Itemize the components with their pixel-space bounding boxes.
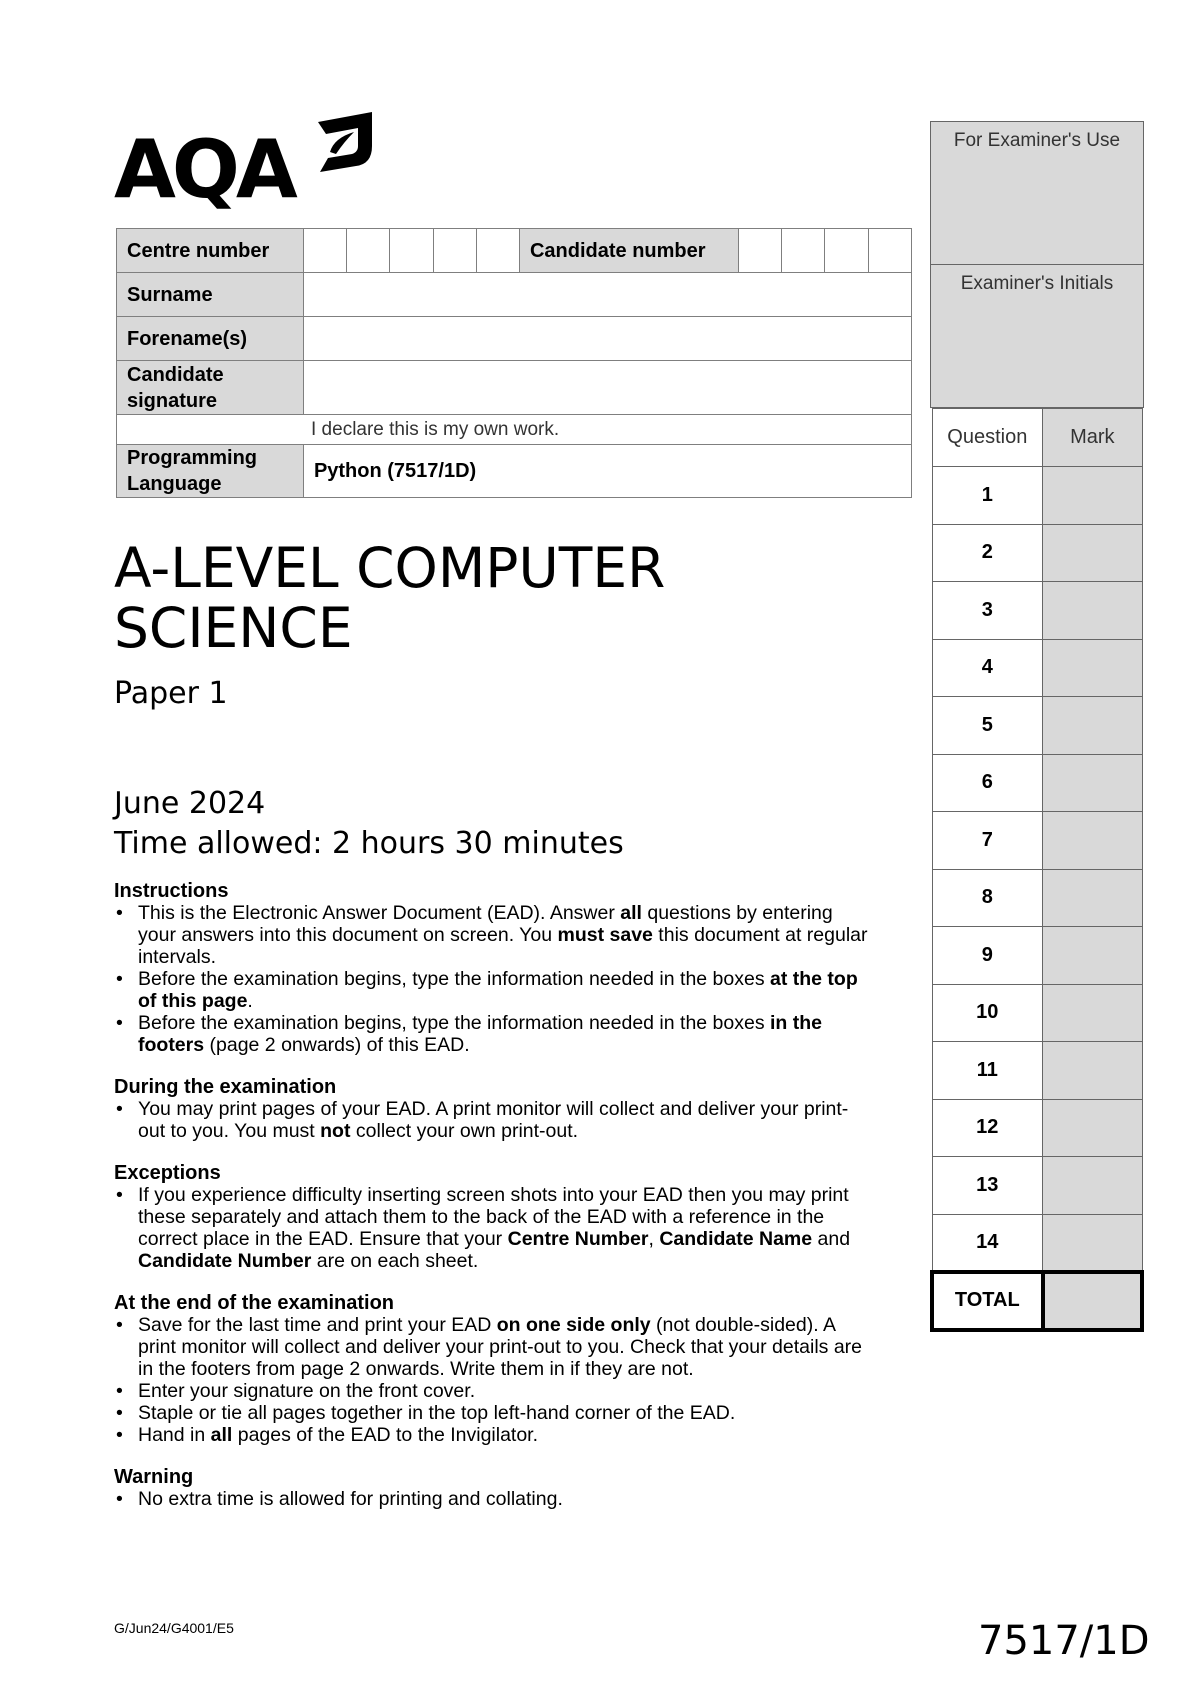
candidate-number-digit[interactable]	[782, 229, 825, 273]
forenames-field[interactable]	[303, 317, 911, 361]
document-code: G/Jun24/G4001/E5	[114, 1620, 234, 1636]
instructions-block	[114, 880, 874, 1530]
mark-cell[interactable]	[1043, 524, 1142, 582]
question-number: 5	[932, 697, 1043, 755]
mark-cell[interactable]	[1043, 1042, 1142, 1100]
exam-date: June 2024	[114, 786, 266, 821]
total-label: TOTAL	[932, 1272, 1043, 1330]
question-number: 7	[932, 812, 1043, 870]
paper-number: Paper 1	[114, 676, 228, 711]
emphasis-text: all	[620, 902, 642, 924]
instruction-item: • Staple or tie all pages together in the top left-hand corner of the EAD.	[138, 1402, 874, 1424]
question-row	[932, 467, 1142, 525]
declaration-text: I declare this is my own work.	[117, 415, 912, 445]
during-list	[114, 1098, 874, 1142]
mark-cell[interactable]	[1043, 582, 1142, 640]
question-row	[932, 639, 1142, 697]
mark-cell[interactable]	[1043, 697, 1142, 755]
mark-cell[interactable]	[1043, 1099, 1142, 1157]
exceptions-heading: Exceptions	[114, 1162, 221, 1184]
exceptions-list	[114, 1184, 874, 1272]
signature-field[interactable]	[303, 361, 911, 415]
emphasis-text: Candidate Number	[138, 1250, 312, 1272]
total-row	[932, 1272, 1142, 1330]
question-row	[932, 697, 1142, 755]
candidate-info-table	[116, 228, 912, 498]
surname-field[interactable]	[303, 273, 911, 317]
instruction-item: • If you experience difficulty inserting screen shots into your EAD then you may print these separately and attach them to the back of the EAD with a reference in the correct place in the EAD. Ensure that your Centre Number, Candidate Name and Candidate Number are on each sheet.	[138, 1184, 874, 1272]
paper-reference: 7517/1D	[978, 1618, 1150, 1664]
instructions-list	[114, 902, 874, 1056]
instruction-item: • Before the examination begins, type the information needed in the boxes at the top of this page.	[138, 968, 874, 1012]
exam-title: A-LEVEL COMPUTER SCIENCE	[114, 536, 666, 660]
instruction-item: • This is the Electronic Answer Document (EAD). Answer all questions by entering your answers into this document on screen. You must save this document at regular intervals.	[138, 902, 874, 968]
question-row	[932, 1099, 1142, 1157]
question-row	[932, 524, 1142, 582]
question-column-header: Question	[932, 409, 1043, 467]
instruction-item: • Enter your signature on the front cover.	[138, 1380, 874, 1402]
examiner-panel	[930, 121, 1144, 1332]
examiner-use-label: For Examiner's Use	[930, 121, 1144, 265]
instruction-item: • Save for the last time and print your EAD on one side only (not double-sided). A print monitor will collect and deliver your print-out to you. Check that your details are in the footers from page 2 onwards. Write them in if they are not.	[138, 1314, 874, 1380]
question-row	[932, 1042, 1142, 1100]
centre-number-digit[interactable]	[476, 229, 519, 273]
mark-cell[interactable]	[1043, 869, 1142, 927]
warning-heading: Warning	[114, 1466, 194, 1488]
question-row	[932, 869, 1142, 927]
signature-label: Candidate signature	[117, 361, 304, 415]
question-number: 11	[932, 1042, 1043, 1100]
question-row	[932, 1157, 1142, 1215]
aqa-logo-text: AQA	[114, 123, 294, 216]
question-number: 14	[932, 1214, 1043, 1272]
question-row	[932, 754, 1142, 812]
emphasis-text: all	[210, 1424, 233, 1446]
mark-cell[interactable]	[1043, 1214, 1142, 1272]
question-number: 1	[932, 467, 1043, 525]
emphasis-text: Candidate Name	[659, 1228, 813, 1250]
question-row	[932, 984, 1142, 1042]
instruction-item: • Before the examination begins, type the information needed in the boxes in the footers (page 2 onwards) of this EAD.	[138, 1012, 874, 1056]
centre-number-digit[interactable]	[347, 229, 390, 273]
question-number: 9	[932, 927, 1043, 985]
question-row	[932, 927, 1142, 985]
during-heading: During the examination	[114, 1076, 337, 1098]
question-number: 4	[932, 639, 1043, 697]
candidate-number-digit[interactable]	[739, 229, 782, 273]
centre-number-digit[interactable]	[390, 229, 433, 273]
question-row	[932, 812, 1142, 870]
emphasis-text: in the footers	[138, 1012, 822, 1056]
emphasis-text: at the top of this page	[138, 968, 858, 1012]
end-heading: At the end of the examination	[114, 1292, 395, 1314]
warning-list	[114, 1488, 874, 1510]
mark-cell[interactable]	[1043, 1157, 1142, 1215]
centre-number-digit[interactable]	[303, 229, 346, 273]
candidate-number-label: Candidate number	[519, 229, 738, 273]
surname-label: Surname	[117, 273, 304, 317]
programming-language-value: Python (7517/1D)	[303, 445, 911, 498]
mark-cell[interactable]	[1043, 812, 1142, 870]
instructions-heading: Instructions	[114, 880, 229, 902]
end-list	[114, 1314, 874, 1446]
question-row	[932, 1214, 1142, 1272]
programming-language-label: Programming Language	[117, 445, 304, 498]
mark-cell[interactable]	[1043, 927, 1142, 985]
mark-column-header: Mark	[1043, 409, 1142, 467]
question-number: 10	[932, 984, 1043, 1042]
mark-cell[interactable]	[1043, 639, 1142, 697]
question-rows	[932, 467, 1142, 1272]
question-number: 2	[932, 524, 1043, 582]
instruction-item: • You may print pages of your EAD. A print monitor will collect and deliver your print-out to you. You must not collect your own print-out.	[138, 1098, 874, 1142]
centre-number-label: Centre number	[117, 229, 304, 273]
question-number: 12	[932, 1099, 1043, 1157]
emphasis-text: on one side only	[496, 1314, 651, 1336]
emphasis-text: Centre Number	[507, 1228, 649, 1250]
instruction-item: • Hand in all pages of the EAD to the Invigilator.	[138, 1424, 874, 1446]
mark-cell[interactable]	[1043, 754, 1142, 812]
emphasis-text: must save	[557, 924, 653, 946]
time-allowed: Time allowed: 2 hours 30 minutes	[114, 826, 624, 861]
question-number: 8	[932, 869, 1043, 927]
aqa-leaf-icon	[316, 112, 374, 172]
candidate-number-digit[interactable]	[825, 229, 868, 273]
question-row	[932, 582, 1142, 640]
total-mark-cell[interactable]	[1043, 1272, 1142, 1330]
forenames-label: Forename(s)	[117, 317, 304, 361]
question-number: 3	[932, 582, 1043, 640]
centre-number-digit[interactable]	[433, 229, 476, 273]
examiner-initials-label: Examiner's Initials	[930, 265, 1144, 408]
question-number: 6	[932, 754, 1043, 812]
marks-table	[930, 408, 1144, 1332]
instruction-item: • No extra time is allowed for printing and collating.	[138, 1488, 874, 1510]
candidate-number-digit[interactable]	[868, 229, 911, 273]
emphasis-text: not	[320, 1120, 351, 1142]
mark-cell[interactable]	[1043, 467, 1142, 525]
mark-cell[interactable]	[1043, 984, 1142, 1042]
aqa-logo	[114, 112, 384, 216]
question-number: 13	[932, 1157, 1043, 1215]
